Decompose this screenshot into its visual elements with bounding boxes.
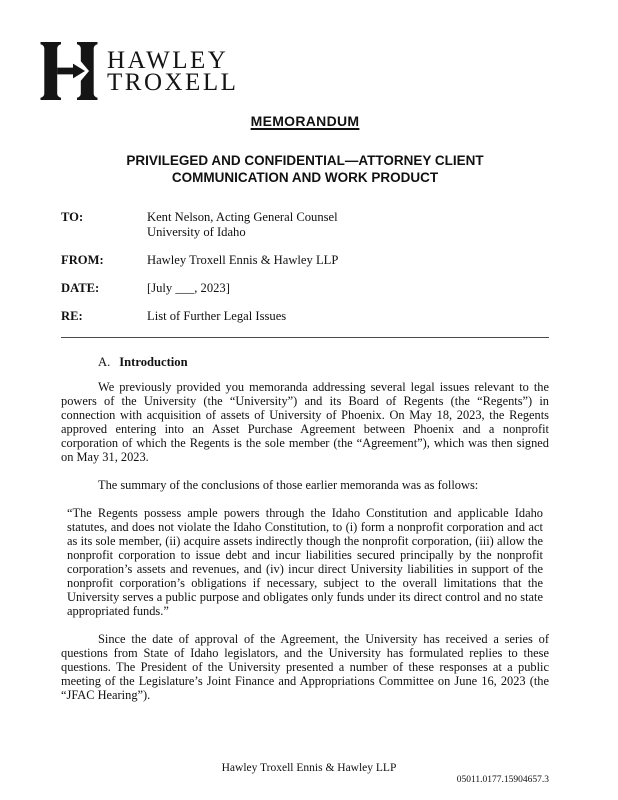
footer-document-number: 05011.0177.15904657.3: [456, 775, 549, 785]
field-value-from: [147, 253, 549, 268]
field-value-re: [147, 309, 549, 324]
section-letter: A.: [98, 355, 111, 369]
logo-h-arrow-icon: [40, 42, 98, 100]
field-value-re-line1: List of Further Legal Issues: [147, 309, 287, 323]
paragraph-summary-intro: The summary of the conclusions of those earlier memoranda was as follows:: [98, 478, 479, 492]
field-label-to: TO:: [61, 210, 84, 224]
logo-wordmark: [107, 42, 238, 94]
confidentiality-notice: PRIVILEGED AND CONFIDENTIAL—ATTORNEY CLIENT COMMUNICATION AND WORK PRODUCT: [126, 153, 484, 185]
field-label-re: RE:: [61, 309, 83, 323]
field-value-date-line1: [July ___, 2023]: [147, 281, 230, 295]
section-title: Introduction: [119, 355, 188, 369]
logo-wordmark-line2: TROXELL: [107, 69, 239, 96]
field-label-date: DATE:: [61, 281, 100, 295]
memo-header-fields: [61, 210, 549, 324]
field-row-date: [61, 281, 549, 296]
field-value-date: [147, 281, 549, 296]
doc-title-wrap: [61, 113, 549, 129]
field-row-from: [61, 253, 549, 268]
paragraph-jfac: Since the date of approval of the Agreement, the University has received a series of questions from State of Idaho legislators, and the University has formulated replies to these questions. The President of the University presented a number of these responses at a public meeting of the Legislature’s Joint Finance and Appropriations Committee on June 16, 2023 (the “JFAC Hearing”).: [61, 632, 549, 702]
field-row-re: [61, 309, 549, 324]
letterhead: [40, 42, 549, 100]
field-label-from: FROM:: [61, 253, 104, 267]
field-value-from-line1: Hawley Troxell Ennis & Hawley LLP: [147, 253, 339, 267]
footer-firm-name: Hawley Troxell Ennis & Hawley LLP: [221, 762, 397, 774]
blockquote-memoranda-conclusions: “The Regents possess ample powers through the Idaho Constitution and applicable Idaho statutes, and does not violate the Idaho Constitution, to (i) form a nonprofit corporation and act as its sole member, (ii) acquire assets indirectly though the nonprofit corporation, (iii) allow the nonprofit corporation to issue debt and incur liabilities secured principally by the nonprofit corporation’s assets and revenues, and (iv) incur direct University liabilities in support of the nonprofit corporation’s obligations if necessary, subject to the overall limitations that the University serves a public purpose and obligates only funds under its direct control and no state appropriated funds.”: [67, 506, 543, 618]
section-heading-introduction: [98, 355, 549, 369]
header-divider: [61, 337, 549, 338]
paragraph-overview: We previously provided you memoranda addressing several legal issues relevant to the powers of the University (the “University”) and its Board of Regents (the “Regents”) in connection with acquisition of assets of University of Phoenix. On May 18, 2023, the Regents approved entering into an Asset Purchase Agreement between Phoenix and a nonprofit corporation of which the Regents is the sole member (the “Agreement”), which was then signed on May 31, 2023.: [61, 380, 549, 464]
field-value-to-line2: University of Idaho: [147, 225, 246, 239]
field-value-to: [147, 210, 549, 240]
hawley-troxell-logo: [40, 42, 549, 100]
logo-wordmark-line1: HAWLEY: [107, 47, 229, 74]
field-row-to: [61, 210, 549, 240]
field-value-to-line1: Kent Nelson, Acting General Counsel: [147, 210, 338, 224]
memo-title: MEMORANDUM: [250, 113, 360, 129]
